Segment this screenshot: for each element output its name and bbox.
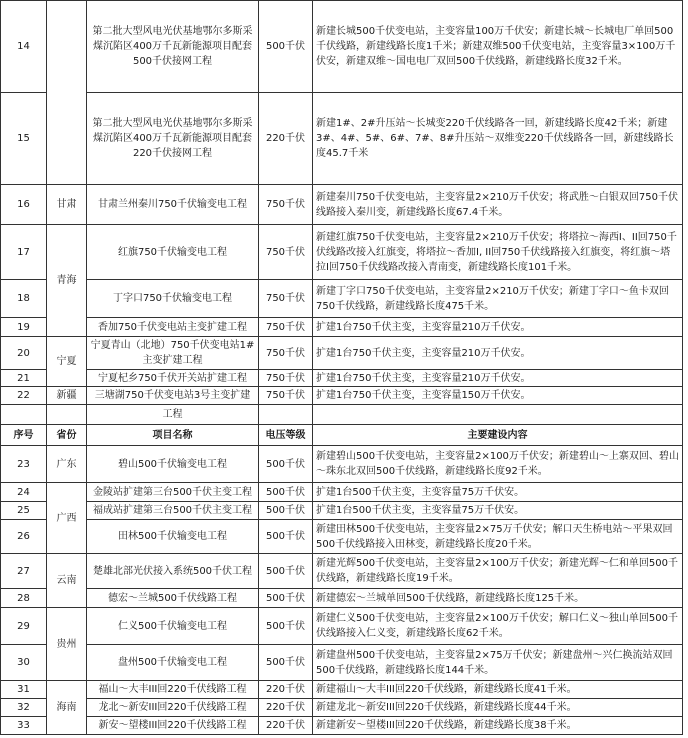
row-number: 17	[1, 225, 47, 280]
header-row	[1, 425, 683, 446]
project-name: 第二批大型风电光伏基地鄂尔多斯采煤沉陷区400万千瓦新能源项目配套500千伏接网工程	[87, 1, 259, 93]
voltage-level: 750千伏	[259, 185, 313, 225]
voltage-level: 220千伏	[259, 699, 313, 717]
province-cell: 广西	[47, 483, 87, 554]
construction-content: 扩建1台750千伏主变，主变容量210万千伏安。	[313, 370, 683, 387]
row-number: 20	[1, 337, 47, 370]
project-name: 福山～大丰III回220千伏线路工程	[87, 681, 259, 699]
voltage-level: 750千伏	[259, 225, 313, 280]
province-cell: 海南	[47, 681, 87, 735]
row-number: 21	[1, 370, 47, 387]
table-row	[1, 225, 683, 280]
table-row	[1, 681, 683, 699]
project-name: 红旗750千伏输变电工程	[87, 225, 259, 280]
table-row	[1, 483, 683, 502]
header-no: 序号	[1, 425, 47, 446]
row-number: 25	[1, 502, 47, 520]
voltage-level: 750千伏	[259, 337, 313, 370]
table-row	[1, 554, 683, 589]
voltage-level: 500千伏	[259, 483, 313, 502]
province-cell: 宁夏	[47, 337, 87, 387]
province-cell: 云南	[47, 554, 87, 608]
province-cell: 甘肃	[47, 185, 87, 225]
row-number: 18	[1, 280, 47, 318]
project-name: 香加750千伏变电站主变扩建工程	[87, 318, 259, 337]
voltage-level: 500千伏	[259, 645, 313, 681]
voltage-level: 750千伏	[259, 370, 313, 387]
project-name: 三塘湖750千伏变电站3号主变扩建	[87, 387, 259, 405]
project-name: 龙北～新安III回220千伏线路工程	[87, 699, 259, 717]
row-number: 24	[1, 483, 47, 502]
row-number: 31	[1, 681, 47, 699]
row-number: 15	[1, 93, 47, 185]
table-row	[1, 645, 683, 681]
project-name: 仁义500千伏输变电工程	[87, 608, 259, 645]
table-row	[1, 387, 683, 405]
table-row	[1, 717, 683, 735]
voltage-level: 750千伏	[259, 318, 313, 337]
project-name: 盘州500千伏输变电工程	[87, 645, 259, 681]
continuation-label: 工程	[87, 405, 259, 425]
construction-content: 新建红旗750千伏变电站，主变容量2×210万千伏安；将塔拉～海西I、II回750千伏线路改接入红旗变，将塔拉～香加I, II回750千伏线路接入红旗变，将红旗～塔拉I回750千伏线路改接入青南变，新建线路长度101千米。	[313, 225, 683, 280]
table-row	[1, 337, 683, 370]
table-row	[1, 185, 683, 225]
voltage-level: 750千伏	[259, 387, 313, 405]
row-number: 32	[1, 699, 47, 717]
row-number: 26	[1, 520, 47, 554]
voltage-level: 750千伏	[259, 280, 313, 318]
row-number: 29	[1, 608, 47, 645]
row-number: 23	[1, 446, 47, 483]
construction-content: 扩建1台500千伏主变，主变容量75万千伏安。	[313, 483, 683, 502]
voltage-level: 500千伏	[259, 1, 313, 93]
voltage-level: 500千伏	[259, 608, 313, 645]
voltage-level: 220千伏	[259, 93, 313, 185]
row-number: 19	[1, 318, 47, 337]
province-cell: 新疆	[47, 387, 87, 405]
table-row	[1, 318, 683, 337]
voltage-level: 500千伏	[259, 554, 313, 589]
construction-content: 新建仁义500千伏变电站，主变容量2×100万千伏安；解口仁义～独山单回500千伏线路接入仁义变，新建线路长度62千米。	[313, 608, 683, 645]
construction-content: 新建福山～大丰III回220千伏线路，新建线路长度41千米。	[313, 681, 683, 699]
project-name: 甘肃兰州秦川750千伏输变电工程	[87, 185, 259, 225]
province-cell: 贵州	[47, 608, 87, 681]
table-row	[1, 280, 683, 318]
row-number: 16	[1, 185, 47, 225]
project-name: 德宏～兰城500千伏线路工程	[87, 589, 259, 608]
row-number: 27	[1, 554, 47, 589]
construction-content: 扩建1台750千伏主变，主变容量210万千伏安。	[313, 337, 683, 370]
province-cell	[47, 1, 87, 185]
table-row	[1, 370, 683, 387]
row-number: 22	[1, 387, 47, 405]
construction-content: 扩建1台500千伏主变，主变容量75万千伏安。	[313, 502, 683, 520]
construction-content: 新建德宏～兰城单回500千伏线路，新建线路长度125千米。	[313, 589, 683, 608]
project-table-bottom	[0, 404, 683, 735]
construction-content: 新建1#、2#升压站～长城变220千伏线路各一回，新建线路长度42千米；新建3#、4#、5#、6#、7#、8#升压站～双维变220千伏线路各一回，新建线路长度45.7千米	[313, 93, 683, 185]
project-name: 金陵站扩建第三台500千伏主变工程	[87, 483, 259, 502]
table-row	[1, 608, 683, 645]
voltage-level: 220千伏	[259, 717, 313, 735]
header-province: 省份	[47, 425, 87, 446]
row-number: 28	[1, 589, 47, 608]
construction-content: 新建丁字口750千伏变电站，主变容量2×210万千伏安；新建丁字口～鱼卡双回750千伏线路，新建线路长度475千米。	[313, 280, 683, 318]
table-row	[1, 446, 683, 483]
project-name: 宁夏青山（北地）750千伏变电站1#主变扩建工程	[87, 337, 259, 370]
table-row	[1, 1, 683, 93]
table-row	[1, 502, 683, 520]
table-row	[1, 699, 683, 717]
row-number: 33	[1, 717, 47, 735]
project-name: 田林500千伏输变电工程	[87, 520, 259, 554]
voltage-level: 500千伏	[259, 446, 313, 483]
header-name: 项目名称	[87, 425, 259, 446]
header-content: 主要建设内容	[313, 425, 683, 446]
project-name: 丁字口750千伏输变电工程	[87, 280, 259, 318]
province-cell: 广东	[47, 446, 87, 483]
voltage-level: 500千伏	[259, 502, 313, 520]
voltage-level: 500千伏	[259, 520, 313, 554]
project-name: 碧山500千伏输变电工程	[87, 446, 259, 483]
table-row	[1, 93, 683, 185]
voltage-level: 220千伏	[259, 681, 313, 699]
construction-content: 新建龙北～新安III回220千伏线路，新建线路长度44千米。	[313, 699, 683, 717]
project-name: 楚雄北部光伏接入系统500千伏工程	[87, 554, 259, 589]
row-number: 30	[1, 645, 47, 681]
table-row	[1, 520, 683, 554]
construction-content: 新建光辉500千伏变电站，主变容量2×100万千伏安；新建光辉～仁和单回500千伏线路，新建线路长度19千米。	[313, 554, 683, 589]
project-name: 第二批大型风电光伏基地鄂尔多斯采煤沉陷区400万千瓦新能源项目配套220千伏接网工程	[87, 93, 259, 185]
table-row	[1, 589, 683, 608]
continuation-row	[1, 405, 683, 425]
construction-content: 新建秦川750千伏变电站，主变容量2×210万千伏安；将武胜～白银双回750千伏线路接入秦川变，新建线路长度67.4千米。	[313, 185, 683, 225]
construction-content: 新建新安～望楼III回220千伏线路，新建线路长度38千米。	[313, 717, 683, 735]
construction-content: 新建盘州500千伏变电站，主变容量2×75万千伏安；新建盘州～兴仁换流站双回500千伏线路，新建线路长度144千米。	[313, 645, 683, 681]
row-number: 14	[1, 1, 47, 93]
voltage-level: 500千伏	[259, 589, 313, 608]
construction-content: 扩建1台750千伏主变，主变容量210万千伏安。	[313, 318, 683, 337]
header-voltage: 电压等级	[259, 425, 313, 446]
construction-content: 新建田林500千伏变电站，主变容量2×75万千伏安；解口天生桥电站～平果双回500千伏线路接入田林变，新建线路长度20千米。	[313, 520, 683, 554]
project-name: 福成站扩建第三台500千伏主变工程	[87, 502, 259, 520]
project-name: 新安～望楼III回220千伏线路工程	[87, 717, 259, 735]
construction-content: 新建碧山500千伏变电站，主变容量2×100万千伏安；新建碧山～上寨双回、碧山～珠东北双回500千伏线路，新建线路长度92千米。	[313, 446, 683, 483]
province-cell: 青海	[47, 225, 87, 337]
construction-content: 扩建1台750千伏主变，主变容量150万千伏安。	[313, 387, 683, 405]
project-name: 宁夏杞乡750千伏开关站扩建工程	[87, 370, 259, 387]
construction-content: 新建长城500千伏变电站，主变容量100万千伏安；新建长城～长城电厂单回500千伏线路，新建线路长度1千米；新建双维500千伏变电站，主变容量3×100万千伏安，新建双维～国电电厂双回500千伏线路，新建线路长度32千米。	[313, 1, 683, 93]
